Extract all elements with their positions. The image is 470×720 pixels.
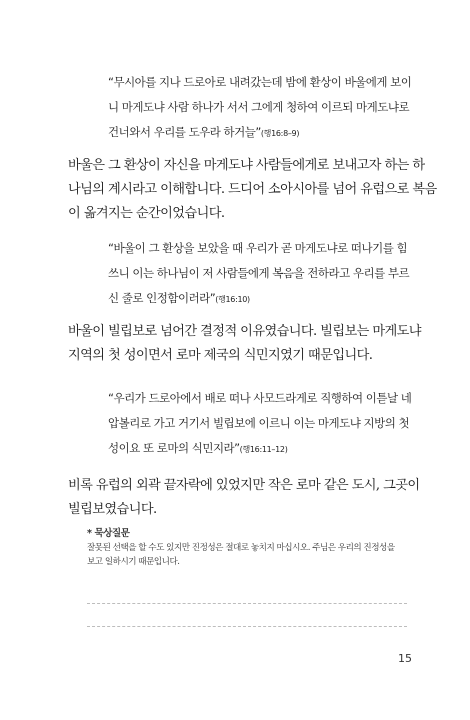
quote-line: “바울이 그 환상을 보았을 때 우리가 곧 마게도냐로 떠나기를 힘 <box>108 241 408 255</box>
writing-line <box>87 626 407 627</box>
scripture-quote-2 <box>108 236 408 312</box>
scripture-reference: (행16:8–9) <box>260 129 300 138</box>
quote-line: “무시아를 지나 드로아로 내려갔는데 밤에 환상이 바울에게 보이 <box>108 75 412 89</box>
quote-line <box>108 286 408 312</box>
body-paragraph-2 <box>68 320 421 368</box>
quote-line-text: 신 줄로 인정함이러라” <box>108 291 216 305</box>
paragraph-line: 바울이 빌립보로 넘어간 결정적 이유였습니다. 빌립보는 마게도냐 <box>68 324 421 339</box>
meditation-line: 잘못된 선택을 할 수도 있지만 진정성은 절대로 놓치지 마십시오. 주님은 우리의 진정성을 <box>87 543 395 553</box>
meditation-box <box>87 527 407 569</box>
quote-line <box>108 120 408 146</box>
scripture-reference: (행16:11–12) <box>239 445 288 454</box>
writing-line <box>87 603 407 604</box>
paragraph-line: 빌립보였습니다. <box>68 502 157 517</box>
body-paragraph-1 <box>68 154 437 226</box>
paragraph-line: 이 옮겨지는 순간이었습니다. <box>68 206 225 221</box>
scripture-reference: (행16:10) <box>215 295 250 304</box>
quote-line-text: 건너와서 우리를 도우라 하거늘” <box>108 125 261 139</box>
scripture-quote-1 <box>108 70 412 146</box>
paragraph-line: 지역의 첫 성이면서 로마 제국의 식민지였기 때문입니다. <box>68 348 373 363</box>
meditation-line: 보고 일하시기 때문입니다. <box>87 557 180 567</box>
meditation-title: * 묵상질문 <box>87 528 130 539</box>
paragraph-line: 나님의 계시라고 이해합니다. 드디어 소아시아를 넘어 유럽으로 복음 <box>68 182 437 197</box>
quote-line: 니 마게도냐 사람 하나가 서서 그에게 청하여 이르되 마게도냐로 <box>108 100 410 114</box>
quote-line-text: 성이요 또 로마의 식민지라” <box>108 441 240 455</box>
quote-line: 압볼리로 가고 거기서 빌립보에 이르니 이는 마게도냐 지방의 첫 <box>108 416 410 430</box>
quote-line: “우리가 드로아에서 배로 떠나 사모드라게로 직행하여 이튿날 네 <box>108 391 412 405</box>
body-paragraph-3 <box>68 474 420 522</box>
paragraph-line: 바울은 그 환상이 자신을 마게도냐 사람들에게로 보내고자 하는 하 <box>68 158 425 173</box>
paragraph-line: 비록 유럽의 외곽 끝자락에 있었지만 작은 로마 같은 도시, 그곳이 <box>68 478 420 493</box>
quote-line <box>108 436 408 462</box>
scripture-quote-3 <box>108 386 412 462</box>
quote-line: 쓰니 이는 하나님이 저 사람들에게 복음을 전하라고 우리를 부르 <box>108 266 410 280</box>
page-number: 15 <box>398 652 412 665</box>
